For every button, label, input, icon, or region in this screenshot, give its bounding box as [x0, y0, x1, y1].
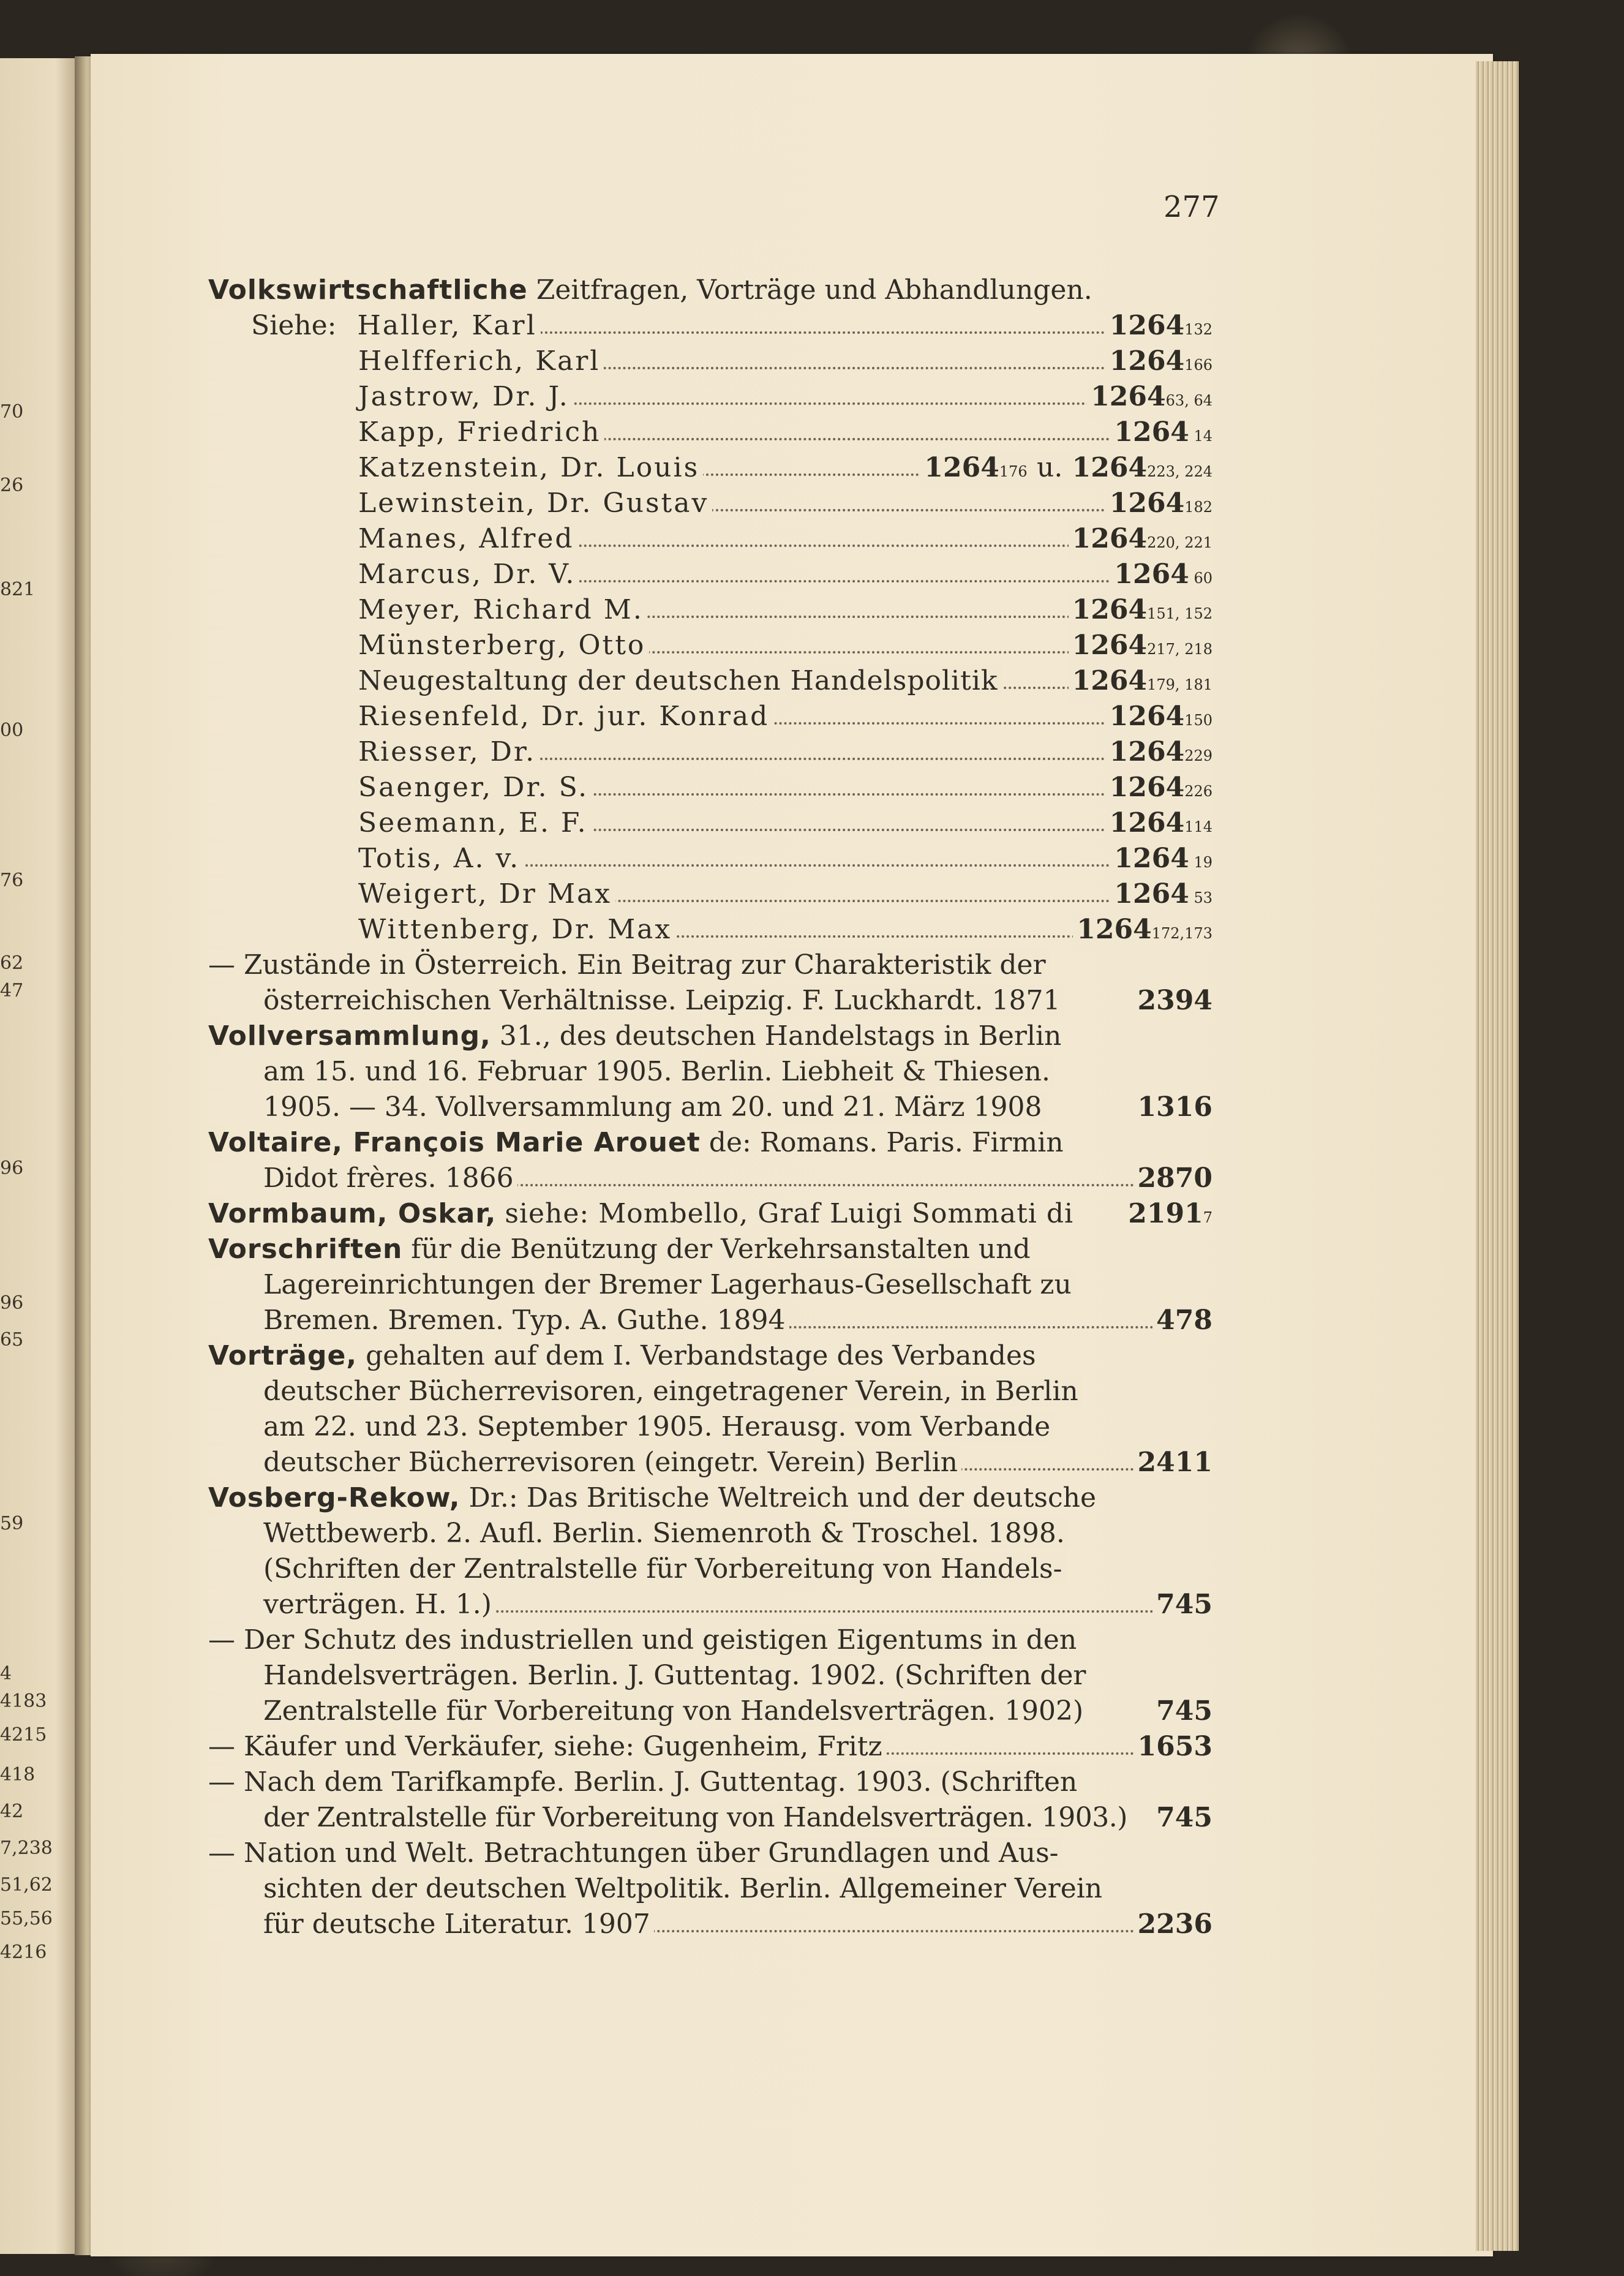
ref-sub: 226 [1184, 783, 1212, 800]
ref-name: Totis, A. v. [208, 843, 524, 874]
ref-name: Riesenfeld, Dr. jur. Konrad [208, 701, 773, 732]
ref-number [1110, 557, 1212, 596]
ref-line [208, 521, 1212, 557]
ref-sub: 14 [1189, 428, 1212, 445]
entry-text: deutscher Bücherrevisoren (eingetr. Verein) Berlin [208, 1447, 961, 1478]
ref-line [208, 308, 1212, 344]
entry-text: Lagereinrichtungen der Bremer Lagerhaus-Gesellschaft zu [208, 1269, 1075, 1300]
ref-line [208, 805, 1212, 841]
entry-head: Vorschriften [208, 1234, 403, 1265]
text-line [208, 948, 1212, 983]
ref-sub: 60 [1189, 570, 1212, 587]
entry-title: Zeitfragen, Vorträge und Abhandlungen. [536, 274, 1092, 306]
ref-number [1087, 379, 1212, 418]
entry-text: siehe: Mombello, Graf Luigi Sommati di [505, 1198, 1074, 1229]
index-content [208, 273, 1212, 1942]
ref-sub: 172,173 [1151, 925, 1212, 942]
ref-line [208, 876, 1212, 912]
ref-name: Meyer, Richard M. [208, 594, 647, 625]
text-line [208, 1090, 1212, 1125]
ref-and: u. [1037, 452, 1063, 483]
entry-text: österreichischen Verhältnisse. Leipzig. F. Luckhardt. 1871 [208, 985, 1064, 1016]
text-line [208, 1587, 1212, 1622]
text-line [208, 1907, 1212, 1942]
ref-name: Seemann, E. F. [208, 807, 592, 838]
ref-line [208, 379, 1212, 415]
ref-line [208, 344, 1212, 379]
ref-sub: 7 [1203, 1209, 1212, 1226]
ref-num: 1264 [1109, 736, 1185, 767]
left-number: 76 [0, 870, 24, 891]
ref-line [208, 663, 1212, 699]
entry-number: 745 [1152, 1694, 1212, 1729]
left-number: 42 [0, 1801, 24, 1822]
left-number: 59 [0, 1513, 24, 1534]
ref-name: Wittenberg, Dr. Max [208, 914, 675, 945]
entry-head: Vollversammlung, [208, 1020, 491, 1052]
ref-line [208, 734, 1212, 770]
text-line [208, 1765, 1212, 1800]
entry-number: 478 [1152, 1303, 1212, 1338]
entry-number: 1653 [1134, 1729, 1212, 1765]
ref-sub: 150 [1184, 712, 1212, 729]
text-line [208, 1551, 1212, 1587]
text-line [208, 1694, 1212, 1729]
entry-text: 31., des deutschen Handelstags in Berlin [499, 1020, 1062, 1052]
text-line [208, 1800, 1212, 1836]
ref-name: Manes, Alfred [208, 523, 578, 554]
left-number: 4183 [0, 1690, 47, 1712]
ref-line [208, 557, 1212, 592]
ref-num: 1264 [1109, 345, 1185, 377]
ref-name: Kapp, Friedrich [208, 416, 604, 448]
ref-number [1069, 663, 1212, 703]
ref-num: 1264 [1114, 416, 1189, 448]
ref-num: 1264 [1109, 310, 1185, 341]
entry-number: 2411 [1134, 1445, 1212, 1480]
book-binding [1519, 43, 1624, 2276]
ref-number [1106, 308, 1212, 347]
left-number: 4215 [0, 1724, 47, 1746]
page-number: 277 [1163, 190, 1220, 224]
ref-num: 1264 [1091, 381, 1166, 412]
entry-text: gehalten auf dem I. Verbandstage des Verbandes [366, 1340, 1036, 1371]
ref-num: 2191 [1128, 1198, 1203, 1229]
ref-number [1106, 344, 1212, 383]
entry-head: Vormbaum, Oskar, [208, 1198, 497, 1229]
ref-number [1106, 699, 1212, 738]
ref-number [1106, 805, 1212, 845]
ref-sub: 223, 224 [1147, 463, 1212, 480]
entry-text: deutscher Bücherrevisoren, eingetragener Verein, in Berlin [208, 1376, 1082, 1407]
ref-line [208, 592, 1212, 628]
left-number: 96 [0, 1292, 24, 1314]
ref-num: 1264 [1072, 594, 1148, 625]
entry-text: — Nation und Welt. Betrachtungen über Grundlagen und Aus- [208, 1837, 1062, 1869]
text-line [208, 1729, 1212, 1765]
left-number: 70 [0, 401, 24, 423]
ref-num: 1264 [1109, 772, 1185, 803]
left-number: 26 [0, 475, 24, 496]
text-line [208, 1054, 1212, 1090]
entry-heading-line [208, 1125, 1212, 1161]
entry-text: de: Romans. Paris. Firmin [709, 1127, 1064, 1158]
entry-number: 2236 [1134, 1907, 1212, 1942]
ref-number [1069, 592, 1212, 631]
entry-text: Didot frères. 1866 [208, 1162, 517, 1194]
ref-line-katzenstein [208, 450, 1212, 486]
ref-number [1110, 841, 1212, 880]
ref-num: 1264 [1109, 488, 1185, 519]
entry-text: — Der Schutz des industriellen und geistigen Eigentums in den [208, 1624, 1080, 1656]
ref-number [920, 450, 1212, 489]
entry-number: 745 [1152, 1800, 1212, 1836]
siehe-label [208, 310, 541, 341]
ref-num: 1264 [1077, 914, 1152, 945]
entry-text: — Nach dem Tarifkampfe. Berlin. J. Guttentag. 1903. (Schriften [208, 1766, 1081, 1798]
left-number: 62 [0, 952, 24, 974]
ref-number [1110, 876, 1212, 916]
ref-number [1106, 770, 1212, 809]
left-number: 96 [0, 1158, 24, 1179]
ref-name: Neugestaltung der deutschen Handelspolitik [208, 665, 1002, 696]
ref-sub: 114 [1184, 818, 1212, 835]
entry-heading-line [208, 1232, 1212, 1267]
entry-heading-line [208, 1196, 1212, 1232]
ref-name: Weigert, Dr Max [208, 878, 615, 910]
ref-name: Saenger, Dr. S. [208, 772, 592, 803]
ref-num: 1264 [1072, 523, 1148, 554]
left-number: 51,62 [0, 1874, 53, 1896]
entry-text: — Käufer und Verkäufer, siehe: Gugenheim, Fritz [208, 1731, 886, 1762]
entry-text: am 15. und 16. Februar 1905. Berlin. Liebheit & Thiesen. [208, 1056, 1054, 1087]
left-number: 65 [0, 1329, 24, 1351]
ref-line [208, 912, 1212, 948]
text-line [208, 1836, 1212, 1871]
entry-number: 2394 [1134, 983, 1212, 1019]
entry-text: der Zentralstelle für Vorbereitung von Handelsverträgen. 1903.) [208, 1802, 1131, 1833]
ref-num: 1264 [924, 452, 999, 483]
entry-number [1124, 1196, 1212, 1235]
ref-line [208, 770, 1212, 805]
ref-number [1069, 628, 1212, 667]
entry-text: Wettbewerb. 2. Aufl. Berlin. Siemenroth & Troschel. 1898. [208, 1518, 1069, 1549]
text-line [208, 1622, 1212, 1658]
entry-number: 745 [1152, 1587, 1212, 1622]
ref-sub: 151, 152 [1147, 605, 1212, 622]
left-number: 4216 [0, 1942, 47, 1963]
text-line [208, 1516, 1212, 1551]
left-number: 47 [0, 980, 24, 1001]
ref-name: Marcus, Dr. V. [208, 559, 579, 590]
left-number: 821 [0, 579, 36, 600]
text-line [208, 1409, 1212, 1445]
ref-line [208, 486, 1212, 521]
ref-sub: 176 [999, 463, 1028, 480]
ref-number [1073, 912, 1212, 951]
text-line [208, 1445, 1212, 1480]
ref-line [208, 628, 1212, 663]
siehe-text: Siehe: [251, 310, 337, 341]
ref-number [1106, 486, 1212, 525]
entry-text: für die Benützung der Verkehrsanstalten und [411, 1234, 1031, 1265]
ref-num: 1264 [1072, 452, 1148, 483]
ref-line [208, 841, 1212, 876]
entry-number: 2870 [1134, 1161, 1212, 1196]
entry-heading-line [208, 1019, 1212, 1054]
ref-sub: 220, 221 [1147, 534, 1212, 551]
ref-num: 1264 [1072, 630, 1148, 661]
ref-name: Jastrow, Dr. J. [208, 381, 573, 412]
ref-line [208, 699, 1212, 734]
ref-name: Helfferich, Karl [208, 345, 604, 377]
ref-number [1110, 415, 1212, 454]
ref-name: Lewinstein, Dr. Gustav [208, 488, 712, 519]
entry-heading-line [208, 1338, 1212, 1374]
ref-sub: 166 [1184, 356, 1212, 374]
ref-num: 1264 [1109, 701, 1185, 732]
ref-name: Haller, Karl [357, 310, 537, 341]
entry-text: (Schriften der Zentralstelle für Vorbereitung von Handels- [208, 1553, 1066, 1585]
page-edges [1476, 61, 1525, 2251]
ref-sub: 182 [1184, 499, 1212, 516]
ref-num: 1264 [1114, 878, 1189, 910]
text-line [208, 1303, 1212, 1338]
text-line [208, 1658, 1212, 1694]
entry-text: — Zustände in Österreich. Ein Beitrag zur Charakteristik der [208, 949, 1050, 981]
entry-heading-line [208, 273, 1212, 308]
entry-head: Vorträge, [208, 1340, 358, 1371]
text-line [208, 1871, 1212, 1907]
entry-text: am 22. und 23. September 1905. Herausg. vom Verbande [208, 1411, 1054, 1442]
entry-text: sichten der deutschen Weltpolitik. Berlin. Allgemeiner Verein [208, 1873, 1106, 1904]
entry-head: Voltaire, François Marie Arouet [208, 1127, 701, 1158]
ref-sub: 53 [1189, 889, 1212, 906]
ref-line [208, 415, 1212, 450]
ref-name: Katzenstein, Dr. Louis [208, 452, 703, 483]
text-line [208, 1267, 1212, 1303]
left-number: 55,56 [0, 1908, 53, 1929]
ref-sub: 179, 181 [1147, 676, 1212, 693]
left-number: 418 [0, 1764, 36, 1785]
ref-sub: 229 [1184, 747, 1212, 764]
entry-head: Volkswirtschaftliche [208, 274, 528, 306]
entry-heading-line [208, 1480, 1212, 1516]
entry-text: für deutsche Literatur. 1907 [208, 1909, 654, 1940]
text-line [208, 1374, 1212, 1409]
ref-number [1069, 521, 1212, 560]
entry-text: Zentralstelle für Vorbereitung von Handelsverträgen. 1902) [208, 1695, 1087, 1727]
left-number: 4 [0, 1663, 12, 1684]
ref-number [1106, 734, 1212, 774]
ref-num: 1264 [1072, 665, 1148, 696]
ref-num: 1264 [1109, 807, 1185, 838]
left-number: 00 [0, 720, 24, 741]
entry-text: verträgen. H. 1.) [208, 1589, 495, 1620]
entry-text: Handelsverträgen. Berlin. J. Guttentag. 1902. (Schriften der [208, 1660, 1089, 1691]
entry-head: Vosberg-Rekow, [208, 1482, 461, 1513]
ref-sub: 19 [1189, 854, 1212, 871]
entry-text: Bremen. Bremen. Typ. A. Guthe. 1894 [208, 1305, 789, 1336]
ref-num: 1264 [1114, 559, 1189, 590]
ref-name: Münsterberg, Otto [208, 630, 649, 661]
ref-sub: 132 [1184, 321, 1212, 338]
entry-number: 1316 [1134, 1090, 1212, 1125]
ref-sub: 63, 64 [1165, 392, 1212, 409]
ref-name: Riesser, Dr. [208, 736, 539, 767]
ref-sub: 217, 218 [1147, 641, 1212, 658]
left-number: 7,238 [0, 1837, 53, 1859]
text-line [208, 1161, 1212, 1196]
ref-num: 1264 [1114, 843, 1189, 874]
text-line [208, 983, 1212, 1019]
entry-text: 1905. — 34. Vollversammlung am 20. und 21. März 1908 [208, 1091, 1046, 1123]
entry-text: Dr.: Das Britische Weltreich und der deutsche [468, 1482, 1096, 1513]
